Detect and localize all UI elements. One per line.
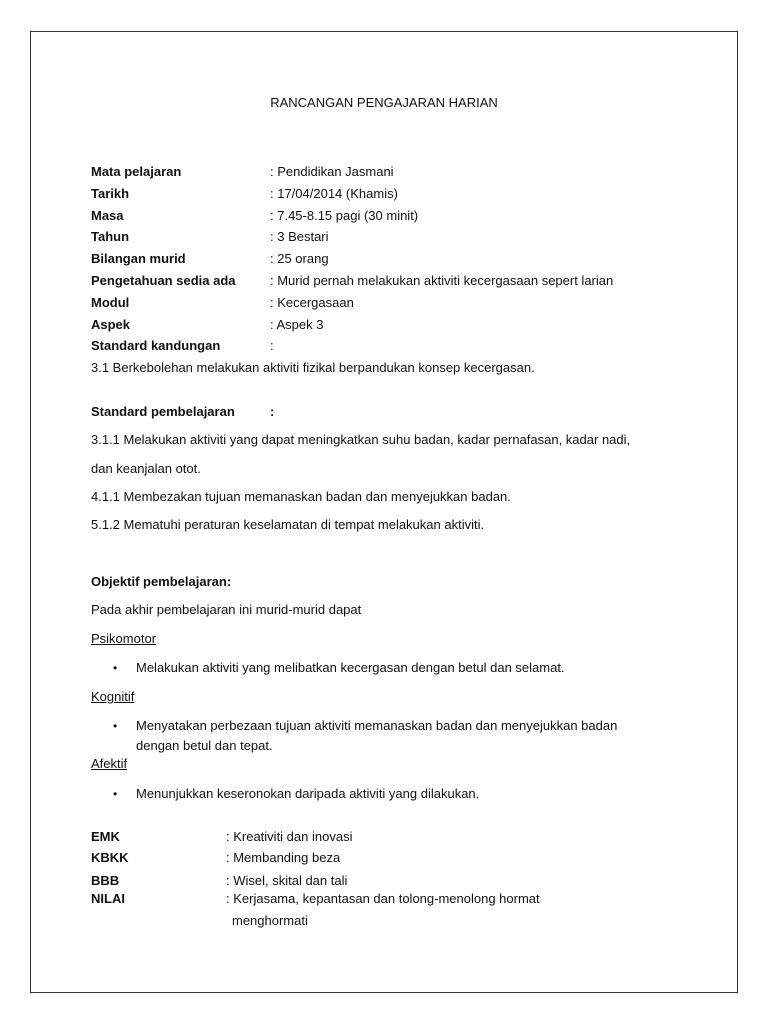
info-value-bilangan-murid: : 25 orang <box>270 251 329 266</box>
info-value-tahun: : 3 Bestari <box>270 229 329 244</box>
footer-label-emk: EMK <box>91 829 120 844</box>
afektif-heading: Afektif <box>91 756 128 771</box>
kognitif-bullet-line2: dengan betul dan tepat. <box>136 738 273 753</box>
info-label-aspek: Aspek <box>91 317 131 332</box>
psikomotor-heading: Psikomotor <box>91 631 157 646</box>
standard-pembelajaran-line: 5.1.2 Mematuhi peraturan keselamatan di tempat melakukan aktiviti. <box>91 517 485 532</box>
kognitif-heading: Kognitif <box>91 689 135 704</box>
info-label-masa: Masa <box>91 208 124 223</box>
footer-value-nilai-continuation: menghormati <box>232 913 308 928</box>
footer-value-kbkk: : Membanding beza <box>226 850 341 865</box>
bullet-icon: • <box>113 787 118 801</box>
info-value-modul: : Kecergasaan <box>270 295 354 310</box>
footer-label-kbkk: KBKK <box>91 850 129 865</box>
info-value-standard-kandungan: : <box>270 338 274 353</box>
psikomotor-bullet: Melakukan aktiviti yang melibatkan kecergasan dengan betul dan selamat. <box>136 660 565 675</box>
standard-pembelajaran-line: 4.1.1 Membezakan tujuan memanaskan badan dan menyejukkan badan. <box>91 489 511 504</box>
objektif-heading: Objektif pembelajaran: <box>91 574 232 589</box>
afektif-bullet: Menunjukkan keseronokan daripada aktiviti yang dilakukan. <box>136 786 480 801</box>
info-label-tahun: Tahun <box>91 229 130 244</box>
footer-label-nilai: NILAI <box>91 891 125 906</box>
info-value-pengetahuan: : Murid pernah melakukan aktiviti kecergasaan sepert larian <box>270 273 614 288</box>
bullet-icon: • <box>113 661 118 675</box>
standard-pembelajaran-line: 3.1.1 Melakukan aktiviti yang dapat meningkatkan suhu badan, kadar pernafasan, kadar nadi, <box>91 432 631 447</box>
info-label-mata-pelajaran: Mata pelajaran <box>91 164 182 179</box>
standard-pembelajaran-label: Standard pembelajaran <box>91 404 235 419</box>
info-value-aspek: : Aspek 3 <box>270 317 324 332</box>
footer-label-bbb: BBB <box>91 873 120 888</box>
standard-pembelajaran-line: dan keanjalan otot. <box>91 461 201 476</box>
objektif-intro: Pada akhir pembelajaran ini murid-murid dapat <box>91 602 362 617</box>
info-value-masa: : 7.45-8.15 pagi (30 minit) <box>270 208 419 223</box>
info-value-tarikh: : 17/04/2014 (Khamis) <box>270 186 398 201</box>
footer-value-nilai: : Kerjasama, kepantasan dan tolong-menolong hormat <box>226 891 540 906</box>
info-label-modul: Modul <box>91 295 130 310</box>
footer-value-bbb: : Wisel, skital dan tali <box>226 873 348 888</box>
info-label-tarikh: Tarikh <box>91 186 130 201</box>
bullet-icon: • <box>113 719 118 733</box>
standard-kandungan-text: 3.1 Berkebolehan melakukan aktiviti fizikal berpandukan konsep kecergasan. <box>91 360 535 375</box>
standard-pembelajaran-colon: : <box>270 404 275 419</box>
info-label-bilangan-murid: Bilangan murid <box>91 251 186 266</box>
footer-value-emk: : Kreativiti dan inovasi <box>226 829 353 844</box>
info-label-standard-kandungan: Standard kandungan <box>91 338 221 353</box>
kognitif-bullet-line1: Menyatakan perbezaan tujuan aktiviti memanaskan badan dan menyejukkan badan <box>136 718 618 733</box>
document-title: RANCANGAN PENGAJARAN HARIAN <box>270 95 498 110</box>
info-value-mata-pelajaran: : Pendidikan Jasmani <box>270 164 394 179</box>
info-label-pengetahuan: Pengetahuan sedia ada <box>91 273 236 288</box>
